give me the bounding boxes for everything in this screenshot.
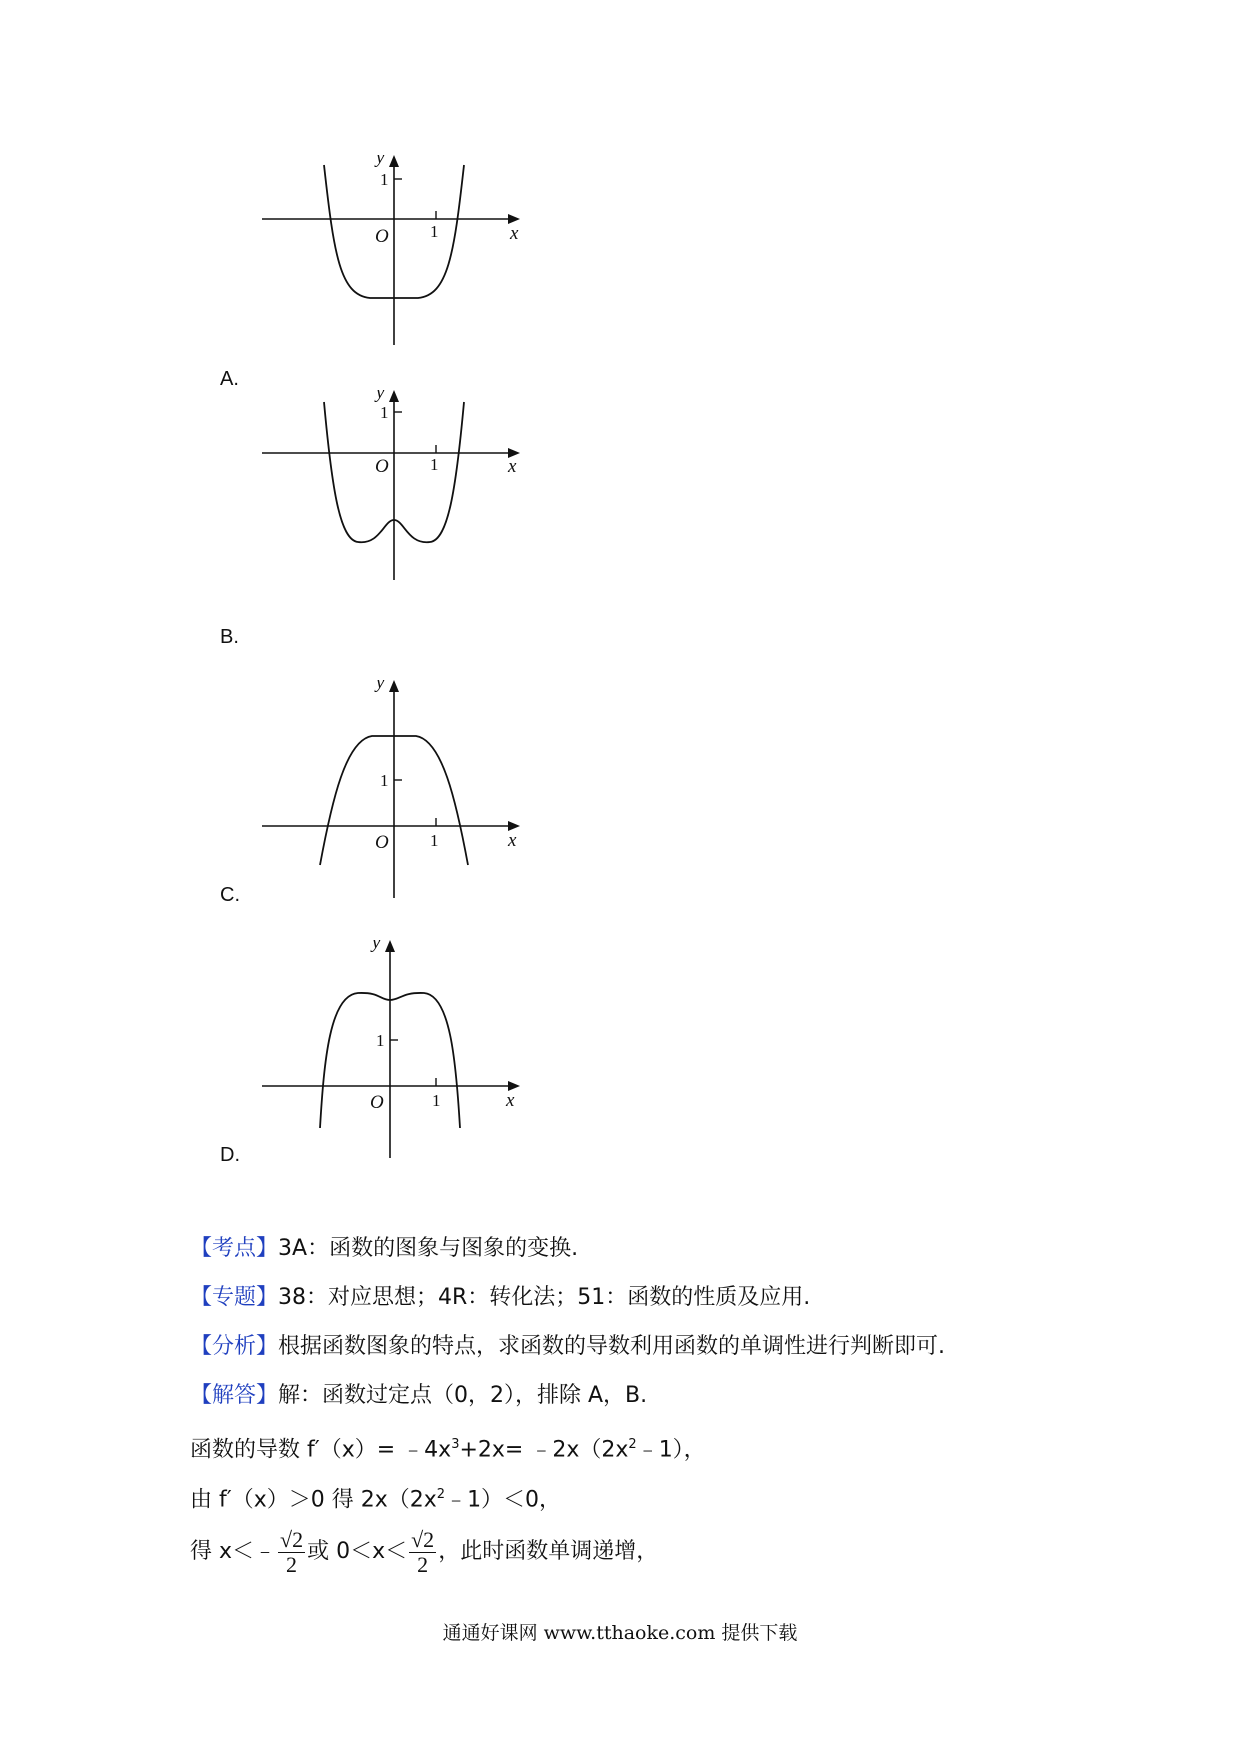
origin-label: O: [370, 1092, 384, 1113]
exponent-2: 2: [628, 1437, 637, 1452]
zhuanti-line: [190, 1283, 1090, 1313]
option-b-label: B.: [220, 626, 239, 648]
fraction-sqrt2-over-2: [409, 1528, 436, 1577]
y-axis-label: y: [376, 390, 385, 403]
fraction-numerator: √2: [411, 1526, 435, 1552]
result-text-2: 或 0＜x＜: [307, 1539, 408, 1564]
x-axis-label: x: [508, 830, 517, 851]
fraction-sqrt2-over-2: [278, 1528, 305, 1577]
option-c-graph: [262, 680, 542, 900]
exponent-3: 3: [451, 1437, 460, 1452]
derivative-text-2: +2x= ﹣2x（2x: [459, 1437, 629, 1463]
option-a-graph: [262, 155, 542, 355]
y-axis-label: y: [376, 155, 385, 168]
x-axis-label: x: [508, 456, 517, 477]
y-tick-label: 1: [380, 170, 389, 189]
derivative-line: [190, 1430, 1090, 1465]
origin-label: O: [375, 456, 389, 477]
fraction-numerator: √2: [280, 1526, 304, 1552]
fenxi-line: [190, 1332, 1090, 1362]
derivative-text-1: 函数的导数 f′（x）= ﹣4x: [190, 1437, 452, 1463]
fraction-denominator: 2: [417, 1551, 429, 1577]
kaodian-tag: 【考点】: [190, 1236, 279, 1261]
result-text-1: 得 x＜﹣: [190, 1539, 277, 1564]
y-tick-label: 1: [376, 1031, 385, 1050]
result-line: [190, 1524, 1090, 1580]
jieda-tag: 【解答】: [190, 1383, 279, 1408]
y-axis-label: y: [372, 940, 381, 953]
jieda-text: 解：函数过定点（0，2），排除 A，B.: [278, 1383, 648, 1408]
page-footer: 通通好课网 www.tthaoke.com 提供下载: [442, 1622, 798, 1644]
inequality-line: [190, 1480, 1090, 1515]
y-tick-label: 1: [380, 771, 389, 790]
result-text-3: ，此时函数单调递增，: [438, 1539, 659, 1564]
fenxi-text: 根据函数图象的特点，求函数的导数利用函数的单调性进行判断即可.: [278, 1334, 946, 1359]
inequality-text-2: ﹣1）＜0，: [445, 1487, 562, 1513]
jieda-line: [190, 1381, 1090, 1411]
inequality-text-1: 由 f′（x）＞0 得 2x（2x: [190, 1487, 437, 1513]
option-d-label: D.: [220, 1144, 240, 1166]
y-tick-label: 1: [380, 403, 389, 422]
kaodian-line: [190, 1234, 1090, 1264]
kaodian-text: 3A：函数的图象与图象的变换.: [278, 1236, 579, 1261]
y-axis-label: y: [376, 680, 385, 693]
origin-label: O: [375, 226, 389, 247]
fraction-denominator: 2: [286, 1551, 298, 1577]
x-tick-label: 1: [430, 455, 439, 474]
option-a-label: A.: [220, 368, 239, 390]
x-tick-label: 1: [430, 831, 439, 850]
derivative-text-3: ﹣1），: [636, 1437, 706, 1463]
fenxi-tag: 【分析】: [190, 1334, 279, 1359]
zhuanti-tag: 【专题】: [190, 1285, 279, 1310]
origin-label: O: [375, 832, 389, 853]
x-tick-label: 1: [430, 222, 439, 241]
option-c-label: C.: [220, 884, 240, 906]
x-axis-label: x: [510, 223, 519, 244]
option-b-graph: [262, 390, 542, 590]
option-d-graph: [262, 940, 542, 1160]
x-axis-label: x: [506, 1090, 515, 1111]
zhuanti-text: 38：对应思想；4R：转化法；51：函数的性质及应用.: [278, 1285, 811, 1310]
x-tick-label: 1: [432, 1091, 441, 1110]
exponent-2: 2: [436, 1487, 446, 1502]
